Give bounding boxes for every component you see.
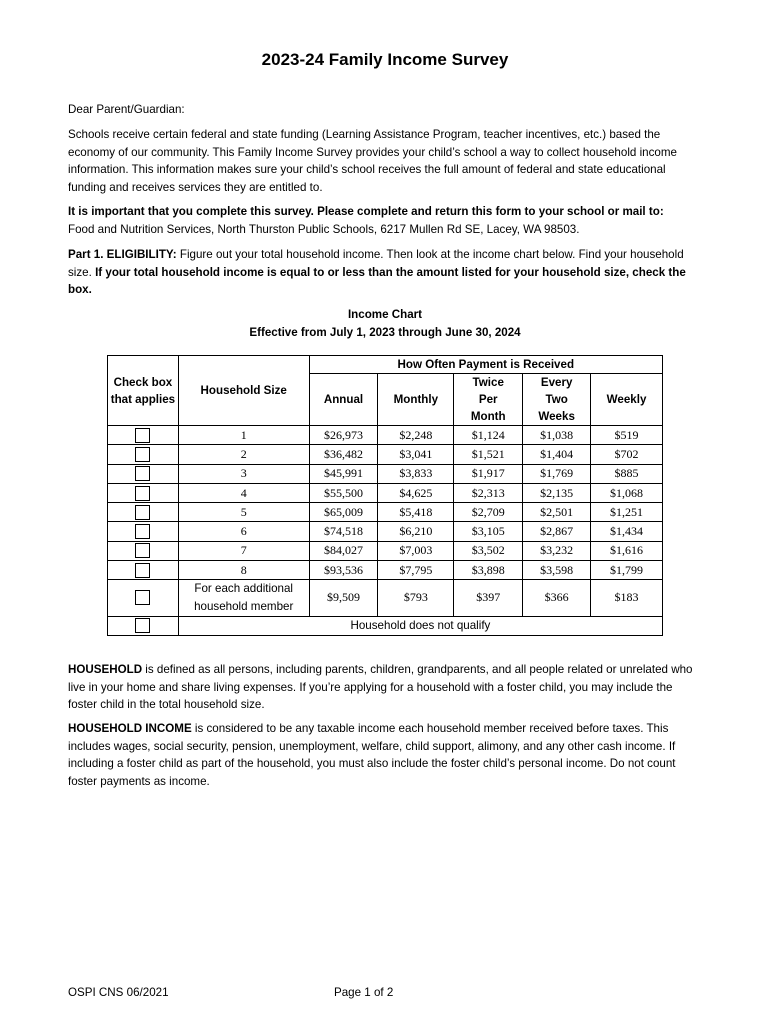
chart-title: Income Chart [347,308,423,321]
table-row: 1 $26,973 $2,248 $1,124 $1,038 $519 [108,426,663,445]
table-row: 2 $36,482 $3,041 $1,521 $1,404 $702 [108,445,663,464]
table-row: 4 $55,500 $4,625 $2,313 $2,135 $1,068 [108,483,663,502]
checkbox-size-8[interactable] [135,563,150,578]
household-definition-text: is defined as all persons, including parents, children, grandparents, and all people related or unrelated who live in your home and share living expenses. If you’re applying for a household with a foster child, you may include the foster child in the total household size. [68,663,693,712]
household-term: HOUSEHOLD [68,663,143,676]
table-row-additional: For each additional household member $9,509 $793 $397 $366 $183 [108,580,663,616]
header-twice-per-month: Twice Per Month [454,374,523,426]
mailing-address: Food and Nutrition Services, North Thurston Public Schools, 6217 Mullen Rd SE, Lacey, WA 98503. [68,222,580,236]
table-row-not-qualify [108,616,663,635]
checkbox-size-2[interactable] [135,447,150,462]
chart-effective-date: Effective from July 1, 2023 through June 30, 2024 [249,326,521,339]
not-qualify-label: Household does not qualify [178,616,662,635]
household-income-term: HOUSEHOLD INCOME [68,722,192,735]
header-household-size: Household Size [178,356,309,426]
important-notice: It is important that you complete this survey. Please complete and return this form to your school or mail to: [68,205,664,218]
table-row: 6 $74,518 $6,210 $3,105 $2,867 $1,434 [108,522,663,541]
header-check: Check box that applies [108,356,179,426]
part1-paragraph [68,246,704,299]
important-paragraph [68,203,704,238]
page-title: 2023-24 Family Income Survey [261,50,509,69]
part1-bold-instructions: If your total household income is equal to or less than the amount listed for your household size, check the box. [68,265,686,297]
header-monthly: Monthly [378,374,454,426]
checkbox-size-4[interactable] [135,486,150,501]
checkbox-size-7[interactable] [135,543,150,558]
additional-member-label: For each additional household member [178,580,309,616]
salutation: Dear Parent/Guardian: [68,103,185,116]
household-definition [68,661,704,714]
checkbox-size-3[interactable] [135,466,150,481]
checkbox-size-1[interactable] [135,428,150,443]
household-income-definition-text: is considered to be any taxable income each household member received before taxes. This includes wages, social security, pension, unemployment, welfare, child support, alimony, and any other cash income. If including a foster child as part of the household, you must also include the foster child’s personal income. Do not count foster payments as income. [68,722,676,788]
checkbox-size-5[interactable] [135,505,150,520]
intro-paragraph: Schools receive certain federal and state funding (Learning Assistance Program, teacher incentives, etc.) based the economy of our community. This Family Income Survey provides your child’s school a way to collect household income information. This information makes sure your child’s school receives the full amount of federal and state educational funding and receives services they are entitled to. [68,128,677,194]
household-income-definition [68,720,704,790]
income-chart-table [107,355,663,636]
table-row: 7 $84,027 $7,003 $3,502 $3,232 $1,616 [108,541,663,560]
page-number: Page 1 of 2 [334,986,394,999]
table-row: 8 $93,536 $7,795 $3,898 $3,598 $1,799 [108,561,663,580]
header-annual: Annual [309,374,378,426]
checkbox-additional-member[interactable] [135,590,150,605]
header-weekly: Weekly [591,374,663,426]
part1-instructions: Figure out your total household income. Then look at the income chart below. Find your household size. [68,248,684,279]
checkbox-not-qualify[interactable] [135,618,150,633]
form-code: OSPI CNS 06/2021 [68,986,169,999]
checkbox-size-6[interactable] [135,524,150,539]
table-row: 3 $45,991 $3,833 $1,917 $1,769 $885 [108,464,663,483]
header-every-two-weeks: Every Two Weeks [523,374,591,426]
part1-label: Part 1. ELIGIBILITY: [68,248,177,261]
header-payment-frequency: How Often Payment is Received [309,356,662,374]
table-row: 5 $65,009 $5,418 $2,709 $2,501 $1,251 [108,503,663,522]
